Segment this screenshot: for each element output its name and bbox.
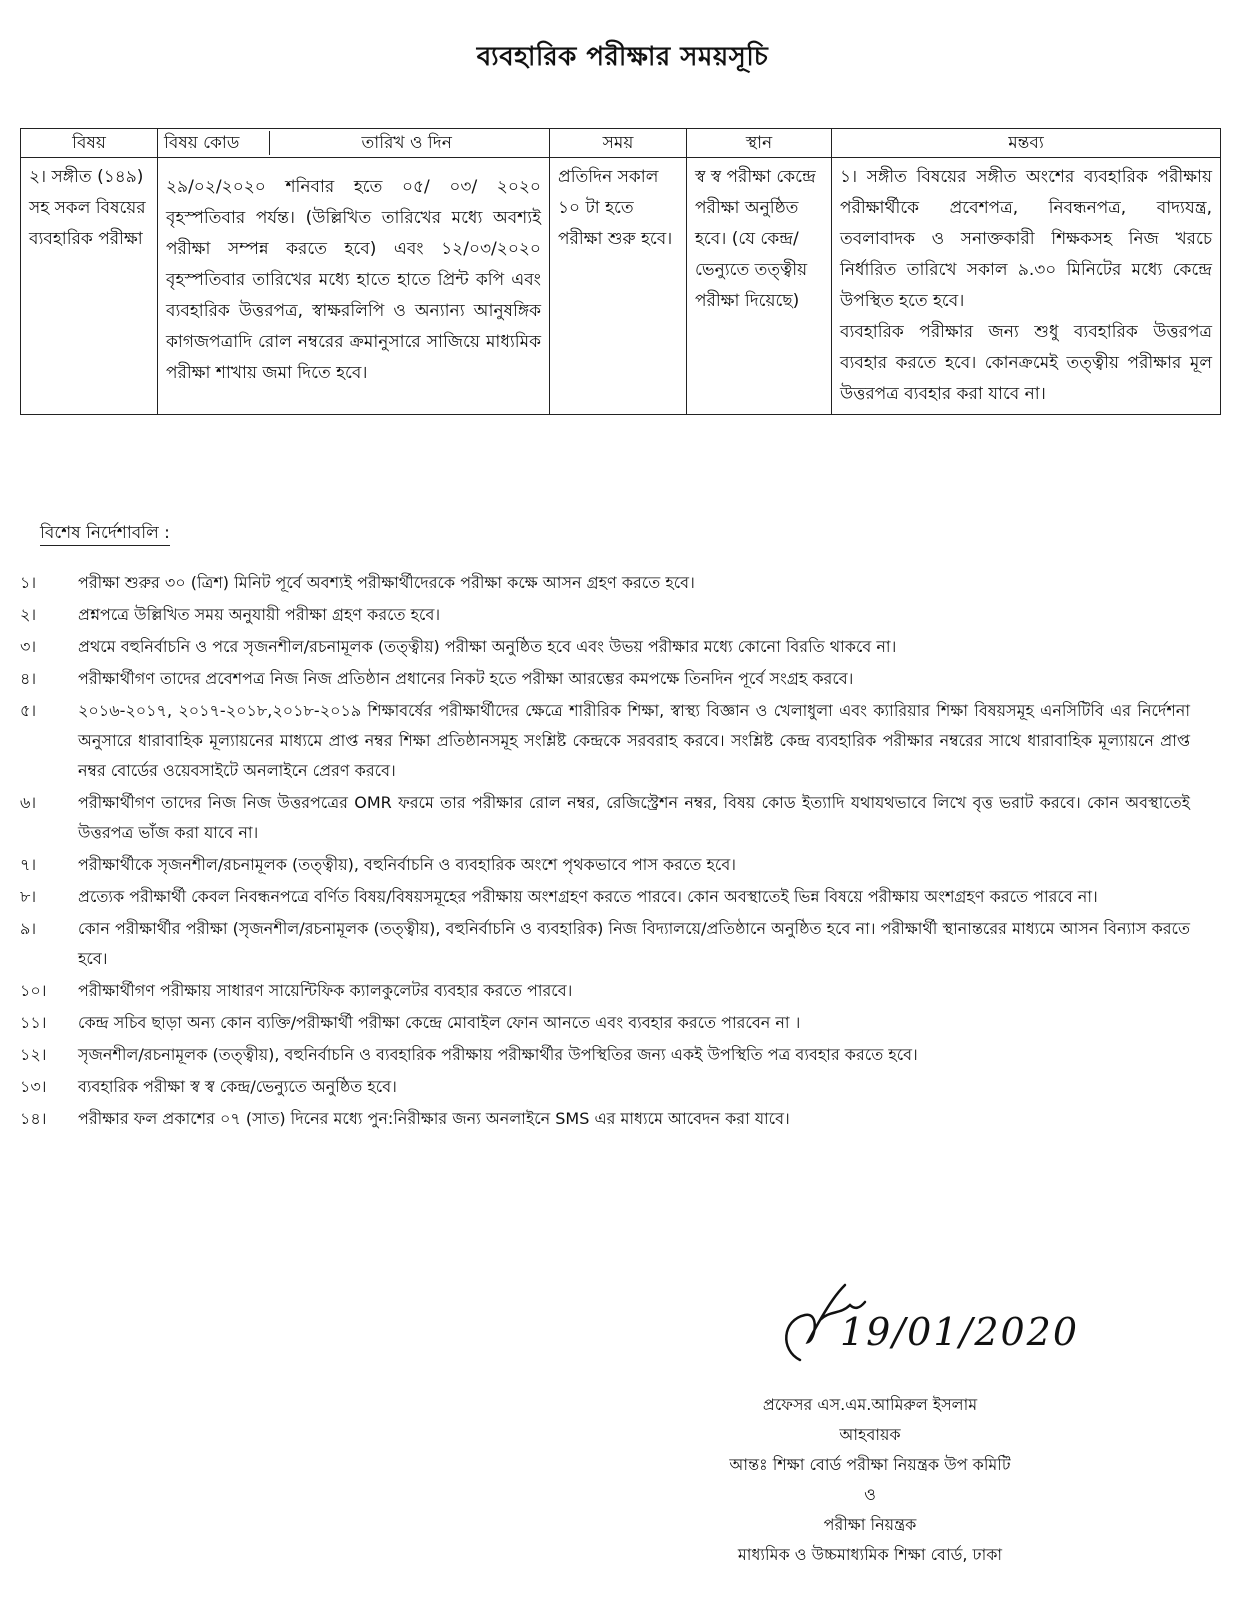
remarks-para-1: ১। সঙ্গীত বিষয়ের সঙ্গীত অংশের ব্যবহারিক পরীক্ষায় পরীক্ষার্থীকে প্রবেশপত্র, নিবন্ধনপত্র, বাদ্যযন্ত্র, তবলাবাদক ও সনাক্তকারী শিক্ষকসহ নিজ খরচে নির্ধারিত তারিখে সকাল ৯.৩০ মিনিটের মধ্যে কেন্দ্রে উপস্থিত হতে হবে।: [840, 167, 1212, 311]
signature-date: 19/01/2020: [840, 1310, 1080, 1354]
signatory-committee: আন্তঃ শিক্ষা বোর্ড পরীক্ষা নিয়ন্ত্রক উপ কমিটি: [729, 1455, 1011, 1474]
page-title: ব্যবহারিক পরীক্ষার সময়সূচি: [476, 42, 769, 72]
list-item: ৮। প্রত্যেক পরীক্ষার্থী কেবল নিবন্ধনপত্রে বর্ণিত বিষয়/বিষয়সমূহের পরীক্ষায় অংশগ্রহণ করতে পারবে। কোন অবস্থাতেই ভিন্ন বিষয়ে পরীক্ষায় অংশগ্রহণ করতে পারবে না।: [20, 887, 1098, 906]
remarks-para-2: ব্যবহারিক পরীক্ষার জন্য শুধু ব্যবহারিক উত্তরপত্র ব্যবহার করতে হবে। কোনক্রমেই তত্ত্বীয় পরীক্ষার মূল উত্তরপত্র ব্যবহার করা যাবে না।: [840, 322, 1212, 404]
list-item: ২। প্রশ্নপত্রে উল্লিখিত সময় অনুযায়ী পরীক্ষা গ্রহণ করতে হবে।: [20, 605, 441, 624]
signatory-name: প্রফেসর এস.এম.আমিরুল ইসলাম: [762, 1395, 978, 1414]
header-subject: বিষয়: [21, 129, 158, 158]
schedule-table: [20, 128, 1221, 415]
header-place: স্থান: [687, 129, 832, 158]
list-item: ১১। কেন্দ্র সচিব ছাড়া অন্য কোন ব্যক্তি/পরীক্ষার্থী পরীক্ষা কেন্দ্রে মোবাইল ফোন আনতে এবং ব্যবহার করতে পারবেন না ।: [20, 1013, 801, 1032]
table-header-row: [21, 129, 1221, 158]
cell-place: স্ব স্ব পরীক্ষা কেন্দ্রে পরীক্ষা অনুষ্ঠিত হবে। (যে কেন্দ্র/ ভেন্যুতে তত্ত্বীয় পরীক্ষা দিয়েছে): [687, 158, 832, 415]
header-time: সময়: [550, 129, 687, 158]
signatory-block: [620, 1390, 1120, 1570]
cell-remarks: [832, 158, 1221, 415]
header-code: বিষয় কোড: [158, 131, 270, 155]
list-item: ১২। সৃজনশীল/রচনামূলক (তত্ত্বীয়), বহুনির্বাচনি ও ব্যবহারিক পরীক্ষায় পরীক্ষার্থীর উপস্থিতির জন্য একই উপস্থিতি পত্র ব্যবহার করতে হবে।: [20, 1045, 918, 1064]
table-row: [21, 158, 1221, 415]
list-item: ৫। ২০১৬-২০১৭, ২০১৭-২০১৮,২০১৮-২০১৯ শিক্ষাবর্ষের পরীক্ষার্থীদের ক্ষেত্রে শারীরিক শিক্ষা, স্বাস্থ্য বিজ্ঞান ও খেলাধুলা এবং ক্যারিয়ার শিক্ষা বিষয়সমূহ এনসিটিবি এর নির্দেশনা অনুসারে ধারাবাহিক মূল্যায়নের মাধ্যমে প্রাপ্ত নম্বর শিক্ষা প্রতিষ্ঠানসমূহ সংশ্লিষ্ট কেন্দ্রকে সরবরাহ করবে। সংশ্লিষ্ট কেন্দ্র ব্যবহারিক পরীক্ষার নম্বরের সাথে ধারাবাহিক মূল্যায়নে প্রাপ্ত নম্বর বোর্ডের ওয়েবসাইটে অনলাইনে প্রেরণ করবে।: [20, 701, 1190, 780]
list-item: ৯। কোন পরীক্ষার্থীর পরীক্ষা (সৃজনশীল/রচনামূলক (তত্ত্বীয়), বহুনির্বাচনি ও ব্যবহারিক) নিজ বিদ্যালয়ে/প্রতিষ্ঠানে অনুষ্ঠিত হবে না। পরীক্ষার্থী স্থানান্তরের মাধ্যমে আসন বিন্যাস করতে হবে।: [20, 919, 1190, 968]
list-item: ১৩। ব্যবহারিক পরীক্ষা স্ব স্ব কেন্দ্র/ভেন্যুতে অনুষ্ঠিত হবে।: [20, 1077, 397, 1096]
header-remarks: মন্তব্য: [832, 129, 1221, 158]
list-item: ৬। পরীক্ষার্থীগণ তাদের নিজ নিজ উত্তরপত্রের OMR ফরমে তার পরীক্ষার রোল নম্বর, রেজিস্ট্রেশন নম্বর, বিষয় কোড ইত্যাদি যথাযথভাবে লিখে বৃত্ত ভরাট করবে। কোন অবস্থাতেই উত্তরপত্র ভাঁজ করা যাবে না।: [20, 793, 1190, 842]
cell-date: ২৯/০২/২০২০ শনিবার হতে ০৫/ ০৩/ ২০২০ বৃহস্পতিবার পর্যন্ত। (উল্লিখিত তারিখের মধ্যে অবশ্যই পরীক্ষা সম্পন্ন করতে হবে) এবং ১২/০৩/২০২০ বৃহস্পতিবার তারিখের মধ্যে হাতে হাতে প্রিন্ট কপি এবং ব্যবহারিক উত্তরপত্র, স্বাক্ষরলিপি ও অন্যান্য আনুষঙ্গিক কাগজপত্রাদি রোল নম্বরের ক্রমানুসারে সাজিয়ে মাধ্যমিক পরীক্ষা শাখায় জমা দিতে হবে।: [158, 158, 550, 415]
header-code-date: [158, 129, 550, 158]
list-item: ৭। পরীক্ষার্থীকে সৃজনশীল/রচনামূলক (তত্ত্বীয়), বহুনির্বাচনি ও ব্যবহারিক অংশে পৃথকভাবে পাস করতে হবে।: [20, 855, 736, 874]
instructions-list: [20, 568, 1190, 1136]
list-item: ১০। পরীক্ষার্থীগণ পরীক্ষায় সাধারণ সায়েন্টিফিক ক্যালকুলেটর ব্যবহার করতে পারবে।: [20, 981, 573, 1000]
list-item: ১৪। পরীক্ষার ফল প্রকাশের ০৭ (সাত) দিনের মধ্যে পুন:নিরীক্ষার জন্য অনলাইনে SMS এর মাধ্যমে আবেদন করা যাবে।: [20, 1109, 790, 1128]
instructions-heading: বিশেষ নির্দেশাবলি :: [40, 520, 170, 548]
cell-subject: ২। সঙ্গীত (১৪৯) সহ সকল বিষয়ের ব্যবহারিক পরীক্ষা: [21, 158, 158, 415]
signatory-board: মাধ্যমিক ও উচ্চমাধ্যমিক শিক্ষা বোর্ড, ঢাকা: [737, 1545, 1003, 1564]
list-item: ৪। পরীক্ষার্থীগণ তাদের প্রবেশপত্র নিজ নিজ প্রতিষ্ঠান প্রধানের নিকট হতে পরীক্ষা আরম্ভের কমপক্ষে তিনদিন পূর্বে সংগ্রহ করবে।: [20, 669, 854, 688]
cell-time: প্রতিদিন সকাল ১০ টা হতে পরীক্ষা শুরু হবে।: [550, 158, 687, 415]
list-item: ৩। প্রথমে বহুনির্বাচনি ও পরে সৃজনশীল/রচনামূলক (তত্ত্বীয়) পরীক্ষা অনুষ্ঠিত হবে এবং উভয় পরীক্ষার মধ্যে কোনো বিরতি থাকবে না।: [20, 637, 897, 656]
signatory-role: আহবায়ক: [839, 1425, 901, 1444]
signatory-conjunction: ও: [864, 1485, 876, 1504]
list-item: ১। পরীক্ষা শুরুর ৩০ (ত্রিশ) মিনিট পূর্বে অবশ্যই পরীক্ষার্থীদেরকে পরীক্ষা কক্ষে আসন গ্রহণ করতে হবে।: [20, 573, 695, 592]
header-date: তারিখ ও দিন: [361, 133, 452, 153]
signatory-role-2: পরীক্ষা নিয়ন্ত্রক: [823, 1515, 917, 1534]
